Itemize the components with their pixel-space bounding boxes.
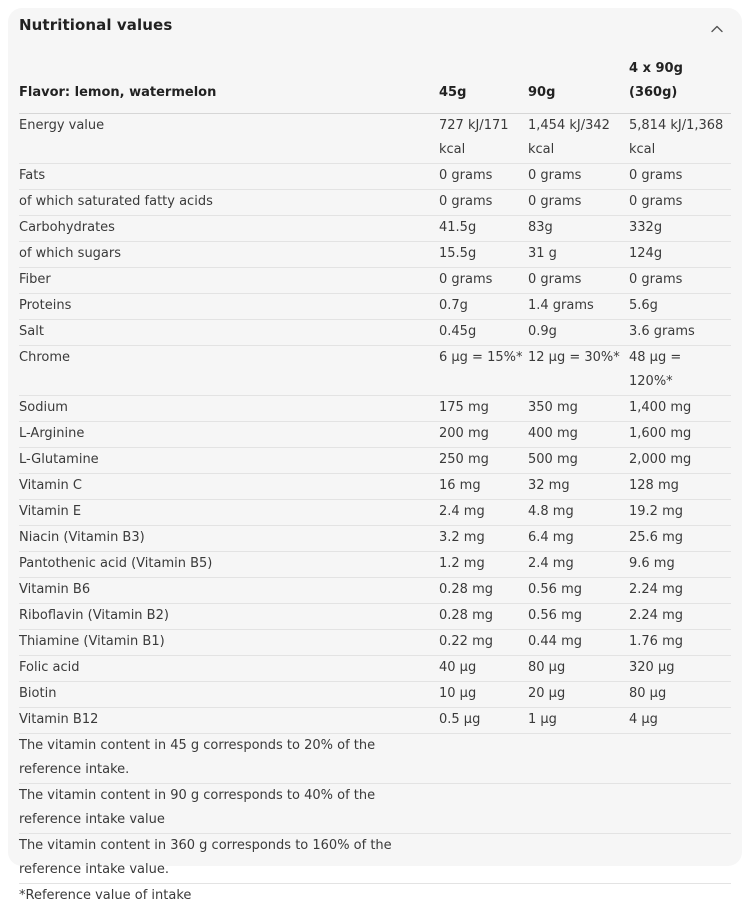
nutrient-value: 0.56 mg: [528, 578, 629, 604]
nutrient-value: 31 g: [528, 242, 629, 268]
nutrient-value: 0 grams: [629, 164, 731, 190]
empty-cell: [439, 884, 528, 909]
nutrient-value: 1,454 kJ/342 kcal: [528, 114, 629, 164]
nutrient-value: 500 mg: [528, 448, 629, 474]
nutrient-name: Proteins: [19, 294, 439, 320]
nutrient-value: 0 grams: [439, 190, 528, 216]
footnote: The vitamin content in 360 g corresponds to 160% of the reference intake value.: [19, 834, 439, 884]
empty-cell: [528, 884, 629, 909]
nutrient-value: 0.5 µg: [439, 708, 528, 734]
footnote-row: [19, 734, 731, 784]
table-row: [19, 268, 731, 294]
nutrient-value: 12 µg = 30%*: [528, 346, 629, 396]
nutrient-value: 4.8 mg: [528, 500, 629, 526]
table-header-row: [19, 57, 731, 114]
table-row: [19, 656, 731, 682]
nutrient-value: 19.2 mg: [629, 500, 731, 526]
nutrient-name: Vitamin E: [19, 500, 439, 526]
nutrient-name: Folic acid: [19, 656, 439, 682]
footnote-row: [19, 884, 731, 909]
nutrient-name: Thiamine (Vitamin B1): [19, 630, 439, 656]
nutrient-value: 0.56 mg: [528, 604, 629, 630]
column-header: 4 x 90g (360g): [629, 57, 731, 114]
nutrient-name: of which saturated fatty acids: [19, 190, 439, 216]
nutrient-value: 0 grams: [528, 164, 629, 190]
table-row: [19, 190, 731, 216]
nutrient-value: 175 mg: [439, 396, 528, 422]
nutrient-value: 0 grams: [528, 268, 629, 294]
nutrient-value: 9.6 mg: [629, 552, 731, 578]
table-row: [19, 682, 731, 708]
nutrient-value: 32 mg: [528, 474, 629, 500]
nutrient-name: Carbohydrates: [19, 216, 439, 242]
nutrient-value: 0.7g: [439, 294, 528, 320]
nutrient-value: 1 µg: [528, 708, 629, 734]
empty-cell: [439, 834, 528, 884]
nutrition-panel: [8, 8, 742, 866]
nutrient-value: 1,400 mg: [629, 396, 731, 422]
table-row: [19, 346, 731, 396]
nutrient-value: 6 µg = 15%*: [439, 346, 528, 396]
nutrient-name: Vitamin C: [19, 474, 439, 500]
table-row: [19, 320, 731, 346]
table-row: [19, 474, 731, 500]
table-row: [19, 500, 731, 526]
nutrient-value: 332g: [629, 216, 731, 242]
table-row: [19, 604, 731, 630]
panel-header[interactable]: [8, 8, 742, 48]
nutrient-value: 124g: [629, 242, 731, 268]
nutrient-value: 0.22 mg: [439, 630, 528, 656]
nutrient-value: 3.2 mg: [439, 526, 528, 552]
nutrient-value: 2,000 mg: [629, 448, 731, 474]
nutrient-value: 1.76 mg: [629, 630, 731, 656]
nutrient-value: 0 grams: [528, 190, 629, 216]
nutrient-name: Salt: [19, 320, 439, 346]
empty-cell: [439, 784, 528, 834]
nutrient-value: 200 mg: [439, 422, 528, 448]
nutrient-name: Niacin (Vitamin B3): [19, 526, 439, 552]
nutrient-name: Vitamin B12: [19, 708, 439, 734]
nutrient-value: 320 µg: [629, 656, 731, 682]
panel-title: Nutritional values: [19, 16, 172, 34]
nutrient-value: 727 kJ/171 kcal: [439, 114, 528, 164]
nutrient-value: 2.4 mg: [528, 552, 629, 578]
nutrient-value: 250 mg: [439, 448, 528, 474]
nutrition-table: [19, 57, 731, 909]
nutrient-name: Pantothenic acid (Vitamin B5): [19, 552, 439, 578]
nutrient-value: 0.45g: [439, 320, 528, 346]
table-row: [19, 448, 731, 474]
nutrient-name: Sodium: [19, 396, 439, 422]
nutrient-value: 1.4 grams: [528, 294, 629, 320]
chevron-up-icon[interactable]: [710, 24, 724, 34]
footnote: *Reference value of intake: [19, 884, 439, 909]
empty-cell: [528, 784, 629, 834]
nutrient-name: of which sugars: [19, 242, 439, 268]
footnote: The vitamin content in 45 g corresponds to 20% of the reference intake.: [19, 734, 439, 784]
footnote: The vitamin content in 90 g corresponds to 40% of the reference intake value: [19, 784, 439, 834]
empty-cell: [629, 834, 731, 884]
nutrient-value: 41.5g: [439, 216, 528, 242]
nutrient-name: Fats: [19, 164, 439, 190]
table-row: [19, 396, 731, 422]
table-row: [19, 630, 731, 656]
nutrient-value: 16 mg: [439, 474, 528, 500]
empty-cell: [439, 734, 528, 784]
nutrient-name: Chrome: [19, 346, 439, 396]
nutrient-value: 4 µg: [629, 708, 731, 734]
table-row: [19, 708, 731, 734]
nutrient-value: 15.5g: [439, 242, 528, 268]
nutrient-value: 2.4 mg: [439, 500, 528, 526]
nutrient-name: L-Arginine: [19, 422, 439, 448]
empty-cell: [629, 784, 731, 834]
nutrient-value: 0 grams: [439, 268, 528, 294]
nutrient-value: 20 µg: [528, 682, 629, 708]
nutrient-value: 0.44 mg: [528, 630, 629, 656]
nutrient-value: 2.24 mg: [629, 604, 731, 630]
table-row: [19, 242, 731, 268]
column-header: 90g: [528, 57, 629, 114]
nutrient-value: 80 µg: [629, 682, 731, 708]
nutrient-value: 400 mg: [528, 422, 629, 448]
nutrient-value: 0.28 mg: [439, 578, 528, 604]
empty-cell: [528, 834, 629, 884]
nutrient-value: 3.6 grams: [629, 320, 731, 346]
nutrient-value: 83g: [528, 216, 629, 242]
table-row: [19, 422, 731, 448]
nutrient-value: 48 µg = 120%*: [629, 346, 731, 396]
nutrient-value: 25.6 mg: [629, 526, 731, 552]
nutrient-value: 0 grams: [629, 190, 731, 216]
nutrient-value: 128 mg: [629, 474, 731, 500]
nutrient-value: 6.4 mg: [528, 526, 629, 552]
nutrient-name: Fiber: [19, 268, 439, 294]
nutrient-value: 40 µg: [439, 656, 528, 682]
nutrient-value: 80 µg: [528, 656, 629, 682]
table-row: [19, 526, 731, 552]
table-row: [19, 114, 731, 164]
nutrient-name: Riboflavin (Vitamin B2): [19, 604, 439, 630]
nutrient-value: 1,600 mg: [629, 422, 731, 448]
nutrient-value: 5,814 kJ/1,368 kcal: [629, 114, 731, 164]
nutrient-value: 0.28 mg: [439, 604, 528, 630]
nutrient-value: 2.24 mg: [629, 578, 731, 604]
nutrient-value: 0 grams: [629, 268, 731, 294]
table-row: [19, 164, 731, 190]
nutrient-name: Vitamin B6: [19, 578, 439, 604]
nutrient-value: 350 mg: [528, 396, 629, 422]
table-row: [19, 578, 731, 604]
nutrient-value: 1.2 mg: [439, 552, 528, 578]
table-body: [19, 114, 731, 909]
footnote-row: [19, 784, 731, 834]
empty-cell: [629, 884, 731, 909]
nutrient-value: 0.9g: [528, 320, 629, 346]
nutrient-value: 0 grams: [439, 164, 528, 190]
footnote-row: [19, 834, 731, 884]
nutrient-value: 5.6g: [629, 294, 731, 320]
table-row: [19, 552, 731, 578]
empty-cell: [629, 734, 731, 784]
nutrient-name: Biotin: [19, 682, 439, 708]
table-row: [19, 216, 731, 242]
nutrient-name: Energy value: [19, 114, 439, 164]
column-header: 45g: [439, 57, 528, 114]
column-header: Flavor: lemon, watermelon: [19, 57, 439, 114]
nutrient-name: L-Glutamine: [19, 448, 439, 474]
nutrient-value: 10 µg: [439, 682, 528, 708]
table-row: [19, 294, 731, 320]
empty-cell: [528, 734, 629, 784]
